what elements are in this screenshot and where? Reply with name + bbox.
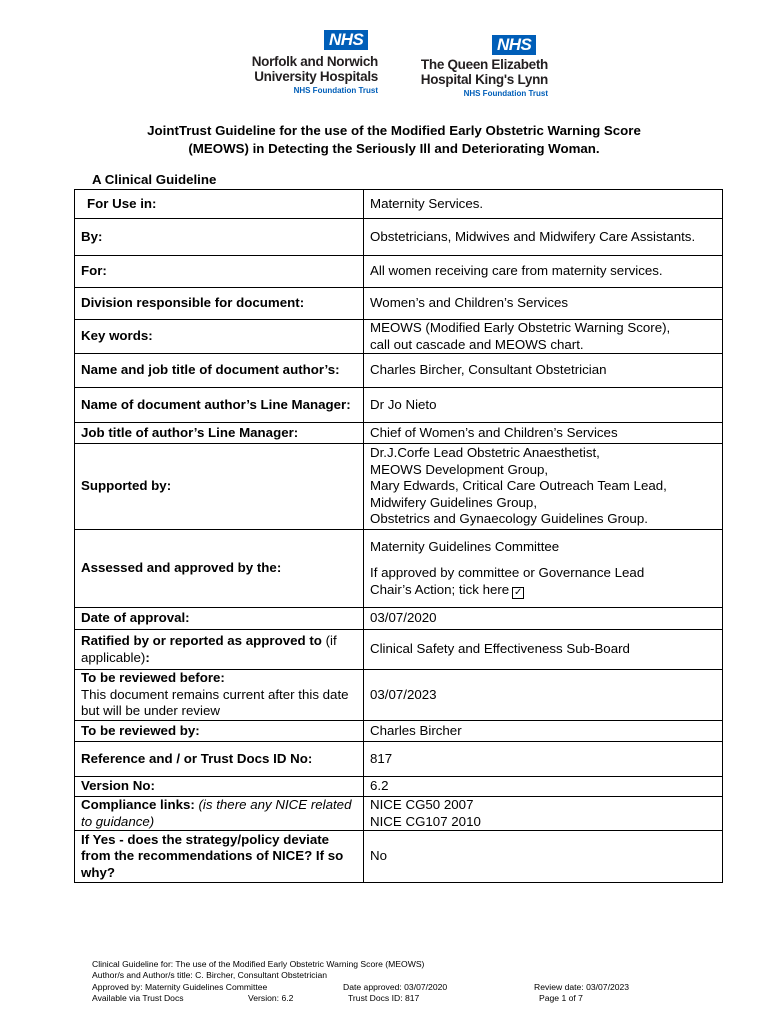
table-row (75, 354, 723, 388)
row-value: Obstetricians, Midwives and Midwifery Care Assistants. (364, 219, 723, 256)
nnuh-trust-subtitle: NHS Foundation Trust (293, 86, 378, 95)
footer-line (92, 982, 692, 993)
row-label: By: (75, 219, 364, 256)
page-footer (92, 959, 692, 1004)
footer-page-number: Page 1 of 7 (539, 992, 583, 1003)
row-value: No (364, 831, 723, 883)
footer-available: Available via Trust Docs (92, 992, 184, 1003)
row-value: 6.2 (364, 777, 723, 797)
row-value: Charles Bircher, Consultant Obstetrician (364, 354, 723, 388)
row-label: Name and job title of document author’s: (75, 354, 364, 388)
table-row (75, 388, 723, 423)
footer-version: Version: 6.2 (248, 992, 294, 1003)
footer-line (92, 993, 692, 1004)
nhs-badge-left: NHS (324, 30, 368, 50)
table-row (75, 320, 723, 354)
row-value: MEOWS (Modified Early Obstetric Warning Score), call out cascade and MEOWS chart. (364, 320, 723, 354)
table-row (75, 444, 723, 530)
table-row (75, 670, 723, 721)
row-label: Date of approval: (75, 608, 364, 630)
row-value: Chief of Women’s and Children’s Services (364, 423, 723, 444)
row-label: To be reviewed before: This document remains current after this date but will be under review (75, 670, 364, 721)
footer-line: Clinical Guideline for: The use of the Modified Early Obstetric Warning Score (MEOWS) (92, 959, 425, 969)
table-row (75, 777, 723, 797)
row-label: Compliance links: (is there any NICE related to guidance) (75, 797, 364, 831)
table-row (75, 288, 723, 320)
row-value: Maternity Services. (364, 190, 723, 219)
table-row (75, 608, 723, 630)
row-value: 03/07/2023 (364, 670, 723, 721)
table-row (75, 742, 723, 777)
nnuh-logo (240, 30, 378, 100)
table-row (75, 831, 723, 883)
row-label: Supported by: (75, 444, 364, 530)
row-label: Assessed and approved by the: (75, 530, 364, 608)
row-value: Maternity Guidelines Committee If approved by committee or Governance Lead Chair’s Action; tick here ✓ (364, 530, 723, 608)
row-value: All women receiving care from maternity services. (364, 256, 723, 288)
nnuh-trust-name: Norfolk and Norwich University Hospitals (251, 54, 378, 84)
row-value: 817 (364, 742, 723, 777)
table-row (75, 256, 723, 288)
table-row (75, 219, 723, 256)
table-row (75, 797, 723, 831)
row-label: Name of document author’s Line Manager: (75, 388, 364, 423)
table-row (75, 721, 723, 742)
table-row (75, 423, 723, 444)
row-value: Charles Bircher (364, 721, 723, 742)
supporter: Dr.J.Corfe Lead Obstetric Anaesthetist, (370, 445, 600, 461)
footer-review-date: Review date: 03/07/2023 (534, 981, 630, 992)
supporter: MEOWS Development Group, (370, 461, 549, 477)
nhs-badge-right: NHS (492, 35, 536, 55)
row-label: Job title of author’s Line Manager: (75, 423, 364, 444)
row-label: Version No: (75, 777, 364, 797)
approval-checkbox[interactable]: ✓ (514, 586, 523, 598)
document-info-table (74, 189, 723, 883)
footer-approved-by: Approved by: Maternity Guidelines Committee (92, 981, 268, 992)
table-row (75, 530, 723, 608)
row-value: Clinical Safety and Effectiveness Sub-Board (364, 630, 723, 670)
row-value: Dr Jo Nieto (364, 388, 723, 423)
row-label: Division responsible for document: (75, 288, 364, 320)
row-value: NICE CG50 2007 NICE CG107 2010 (364, 797, 723, 831)
row-label: Ratified by or reported as approved to (if applicable): (75, 630, 364, 670)
qehkl-logo (400, 30, 548, 100)
qehkl-trust-subtitle: NHS Foundation Trust (463, 89, 548, 98)
section-heading: A Clinical Guideline (92, 172, 217, 187)
document-title: JointTrust Guideline for the use of the Modified Early Obstetric Warning Score (MEOWS) in Detecting the Seriously Ill and Deteriorating Woman. (147, 123, 641, 156)
footer-date-approved: Date approved: 03/07/2020 (343, 981, 448, 992)
row-value: 03/07/2020 (364, 608, 723, 630)
table-row (75, 630, 723, 670)
footer-docs-id: Trust Docs ID: 817 (348, 992, 420, 1003)
qehkl-trust-name: The Queen Elizabeth Hospital King's Lynn (420, 57, 548, 87)
row-label: Reference and / or Trust Docs ID No: (75, 742, 364, 777)
supporter: Mary Edwards, Critical Care Outreach Team Lead, (370, 478, 667, 494)
row-label: For: (75, 256, 364, 288)
row-label: If Yes - does the strategy/policy deviate from the recommendations of NICE? If so why? (75, 831, 364, 883)
row-label: Key words: (75, 320, 364, 354)
table-row (75, 190, 723, 219)
supporter: Obstetrics and Gynaecology Guidelines Group. (370, 511, 648, 527)
row-value (364, 444, 723, 530)
supporter: Midwifery Guidelines Group, (370, 494, 538, 510)
footer-line: Author/s and Author/s title: C. Bircher, Consultant Obstetrician (92, 970, 328, 981)
row-value: Women’s and Children’s Services (364, 288, 723, 320)
row-label: To be reviewed by: (75, 721, 364, 742)
row-label: For Use in: (75, 190, 364, 219)
